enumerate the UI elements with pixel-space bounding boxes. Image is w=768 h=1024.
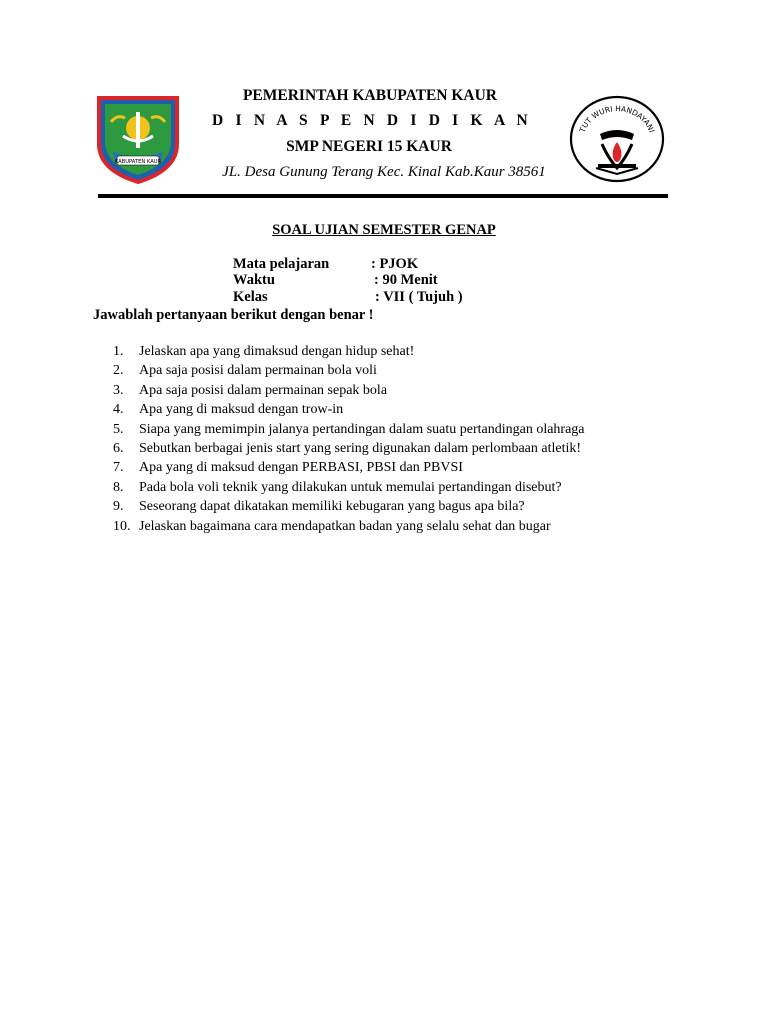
question-number: 3. (113, 382, 124, 398)
question-text: Sebutkan berbagai jenis start yang sering digunakan dalam perlombaan atletik! (139, 440, 582, 456)
letterhead-address: JL. Desa Gunung Terang Kec. Kinal Kab.Kaur 38561 (222, 164, 546, 180)
question-number: 1. (113, 344, 124, 359)
info-value: : VII ( Tujuh ) (375, 289, 463, 305)
question-text: Siapa yang memimpin jalanya pertandingan dalam suatu pertandingan olahraga (139, 421, 585, 437)
svg-text:KABUPATEN KAUR: KABUPATEN KAUR (114, 159, 162, 165)
question-number: 4. (113, 402, 124, 418)
question-number: 8. (113, 479, 124, 495)
question-text: Apa saja posisi dalam permainan bola voli (139, 363, 377, 379)
question-number: 6. (113, 440, 124, 456)
letterhead-government: PEMERINTAH KABUPATEN KAUR (242, 87, 498, 104)
question-number: 2. (113, 363, 124, 379)
question-text: Apa yang di maksud dengan trow-in (139, 402, 344, 418)
letterhead-divider (98, 194, 668, 198)
question-text: Jelaskan apa yang dimaksud dengan hidup sehat! (139, 344, 415, 359)
question-number: 10. (113, 518, 131, 534)
question-text: Jelaskan bagaimana cara mendapatkan badan yang selalu sehat dan bugar (139, 518, 551, 534)
info-row-subject (233, 256, 418, 273)
question-text: Apa saja posisi dalam permainan sepak bola (139, 382, 388, 398)
letterhead-department: D I N A S P E N D I D I K A N (212, 112, 532, 129)
question-text: Apa yang di maksud dengan PERBASI, PBSI dan PBVSI (139, 460, 463, 476)
question-number: 9. (113, 499, 124, 515)
info-label: Waktu (233, 272, 275, 288)
question-number: 5. (113, 421, 124, 437)
svg-text:TUT WURI HANDAYANI: TUT WURI HANDAYANI (577, 104, 657, 134)
letterhead-school-name: SMP NEGERI 15 KAUR (286, 138, 452, 155)
info-row-class (233, 289, 463, 306)
info-value: : PJOK (371, 256, 419, 272)
info-value: : 90 Menit (374, 272, 438, 288)
question-text: Seseorang dapat dikatakan memiliki kebugaran yang bagus apa bila? (139, 499, 525, 515)
info-row-time (233, 272, 438, 289)
question-number: 7. (113, 460, 124, 476)
exam-title: SOAL UJIAN SEMESTER GENAP (272, 222, 496, 238)
instruction-text: Jawablah pertanyaan berikut dengan benar ! (93, 307, 374, 323)
question-text: Pada bola voli teknik yang dilakukan untuk memulai pertandingan disebut? (139, 479, 562, 495)
info-label: Mata pelajaran (233, 256, 330, 272)
info-label: Kelas (233, 289, 268, 305)
